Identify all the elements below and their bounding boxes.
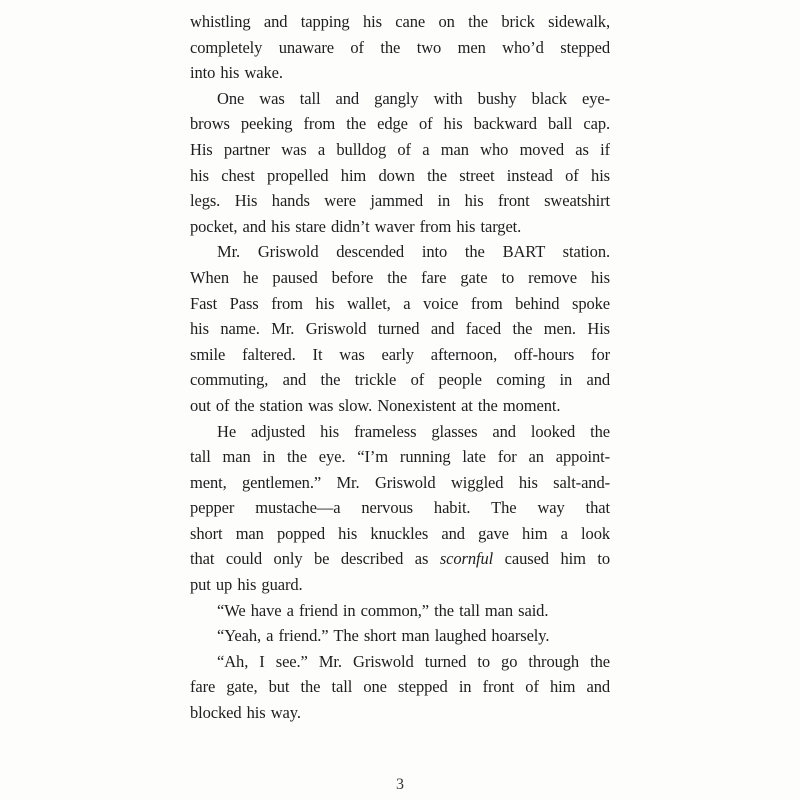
text-line: One was tall and gangly with bushy black eye- bbox=[217, 88, 610, 108]
text-line: into his wake. bbox=[190, 63, 283, 83]
text-line: “Ah, I see.” Mr. Griswold turned to go through the bbox=[217, 651, 610, 671]
text-line: Fast Pass from his wallet, a voice from behind spoke bbox=[190, 293, 610, 313]
text-line: He adjusted his frameless glasses and looked the bbox=[217, 421, 610, 441]
text-line: his chest propelled him down the street instead of his bbox=[190, 165, 610, 185]
text-line: pepper mustache—a nervous habit. The way that bbox=[190, 498, 610, 518]
paragraph bbox=[190, 649, 610, 726]
text-line: his name. Mr. Griswold turned and faced the men. His bbox=[190, 319, 610, 339]
paragraph bbox=[190, 598, 610, 624]
paragraph bbox=[190, 9, 610, 86]
text-line: whistling and tapping his cane on the brick sidewalk, bbox=[190, 12, 610, 31]
body-text bbox=[190, 9, 610, 726]
text-line: His partner was a bulldog of a man who moved as if bbox=[190, 139, 610, 159]
text-line: pocket, and his stare didn’t waver from his target. bbox=[190, 216, 522, 236]
text-line: legs. His hands were jammed in his front sweatshirt bbox=[190, 191, 610, 211]
text-line: When he paused before the fare gate to remove his bbox=[190, 267, 610, 287]
text-line: completely unaware of the two men who’d stepped bbox=[190, 37, 610, 57]
text-segment: caused him to bbox=[493, 549, 610, 569]
paragraph bbox=[190, 86, 610, 240]
text-line: smile faltered. It was early afternoon, off-hours for bbox=[190, 344, 610, 364]
text-line: put up his guard. bbox=[190, 575, 303, 595]
paragraph bbox=[190, 419, 610, 598]
text-line: blocked his way. bbox=[190, 703, 301, 723]
text-line: ment, gentlemen.” Mr. Griswold wiggled his salt-and- bbox=[190, 472, 610, 492]
paragraph bbox=[190, 623, 610, 649]
text-line bbox=[190, 546, 610, 572]
text-line: brows peeking from the edge of his backward ball cap. bbox=[190, 114, 610, 134]
paragraph bbox=[190, 239, 610, 418]
text-line: fare gate, but the tall one stepped in front of him and bbox=[190, 677, 610, 697]
italic-text: scornful bbox=[439, 549, 494, 569]
page-number: 3 bbox=[396, 776, 404, 793]
text-line: commuting, and the trickle of people coming in and bbox=[190, 370, 610, 390]
text-line: short man popped his knuckles and gave him a look bbox=[190, 523, 610, 543]
text-line: “We have a friend in common,” the tall man said. bbox=[217, 600, 549, 620]
text-line: out of the station was slow. Nonexistent at the moment. bbox=[190, 395, 561, 415]
text-line: “Yeah, a friend.” The short man laughed hoarsely. bbox=[217, 626, 550, 646]
text-line: tall man in the eye. “I’m running late for an appoint- bbox=[190, 447, 610, 467]
text-line: Mr. Griswold descended into the BART station. bbox=[217, 242, 610, 262]
text-segment: that could only be described as bbox=[190, 549, 440, 569]
